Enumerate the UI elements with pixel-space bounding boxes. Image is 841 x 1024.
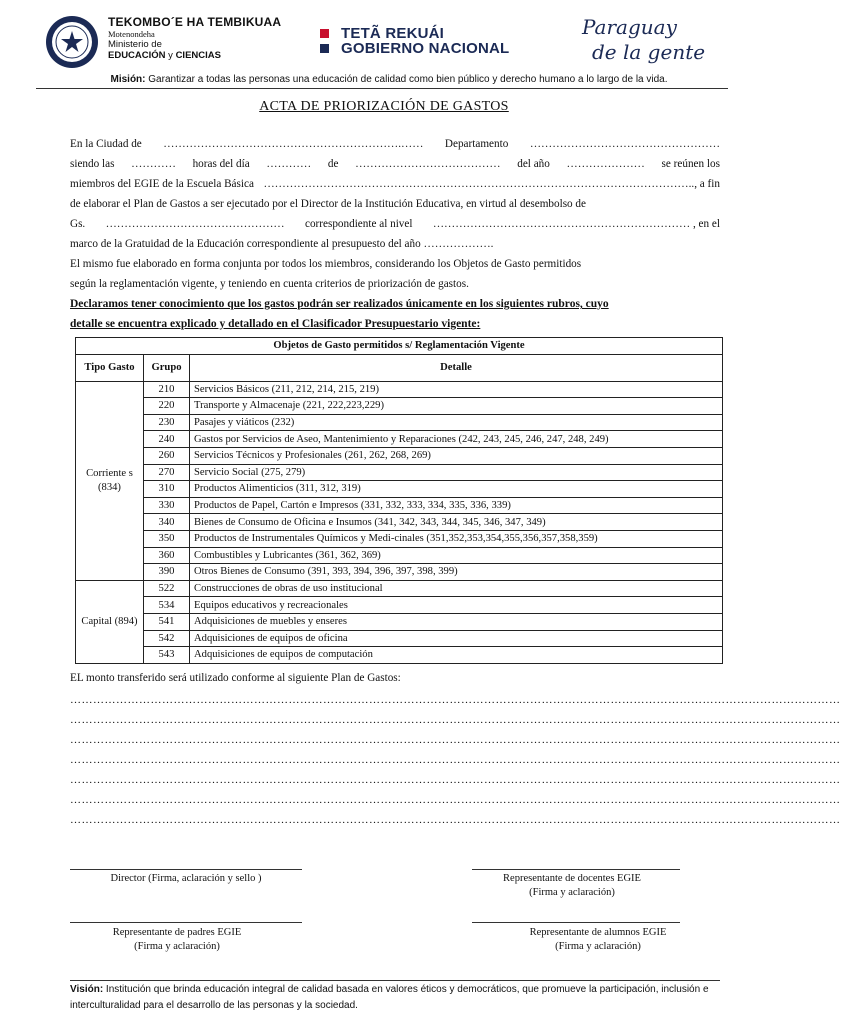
page-header	[0, 0, 768, 72]
plan-line-1[interactable]: …………………………………………………………………………………………………………………………………………………………………………………	[70, 694, 841, 706]
padres-signature-line[interactable]	[70, 922, 302, 923]
grupo-cell: 522	[144, 580, 190, 597]
detalle-cell: Gastos por Servicios de Aseo, Mantenimiento y Reparaciones (242, 243, 245, 246, 247, 248, 249)	[190, 431, 723, 448]
grupo-cell: 340	[144, 514, 190, 531]
detalle-cell: Adquisiciones de equipos de oficina	[190, 630, 723, 647]
grupo-cell: 541	[144, 613, 190, 630]
footer-divider	[70, 980, 720, 981]
vision-statement	[70, 982, 720, 1014]
government-block	[320, 26, 509, 56]
table-row	[76, 447, 723, 464]
grupo-cell: 310	[144, 481, 190, 498]
detalle-cell: Productos Alimenticios (311, 312, 319)	[190, 481, 723, 498]
detalle-cell: Construcciones de obras de uso institucional	[190, 580, 723, 597]
ministry-name-education: EDUCACIÓN	[108, 50, 166, 61]
table-row	[76, 547, 723, 564]
mission-text: Garantizar a todas las personas una educación de calidad como bien público y derecho humano a lo largo de la vida.	[145, 74, 668, 85]
detalle-cell: Servicios Técnicos y Profesionales (261, 262, 268, 269)	[190, 447, 723, 464]
grupo-cell: 210	[144, 381, 190, 398]
grupo-cell: 350	[144, 530, 190, 547]
body-line-6: marco de la Gratuidad de la Educación correspondiente al presupuesto del año ……………….	[70, 238, 494, 250]
director-signature-line[interactable]	[70, 869, 302, 870]
plan-line-6[interactable]: …………………………………………………………………………………………………………………………………………………………………………………	[70, 794, 841, 806]
table-row	[76, 564, 723, 581]
grupo-cell: 543	[144, 647, 190, 664]
table-row	[76, 514, 723, 531]
national-seal-icon	[44, 14, 100, 70]
grupo-cell: 240	[144, 431, 190, 448]
detalle-cell: Servicio Social (275, 279)	[190, 464, 723, 481]
plan-line-4[interactable]: …………………………………………………………………………………………………………………………………………………………………………………	[70, 754, 841, 766]
table-body	[76, 381, 723, 663]
declaration-line-1: Declaramos tener conocimiento que los gastos podrán ser realizados únicamente en los siguientes rubros, cuyo	[70, 298, 609, 310]
director-signature-label: Director (Firma, aclaración y sello )	[110, 873, 262, 884]
ministry-name-sciences: CIENCIAS	[175, 50, 221, 61]
table-row	[76, 580, 723, 597]
table-caption: Objetos de Gasto permitidos s/ Reglamentación Vigente	[76, 338, 723, 355]
body-line-8: según la reglamentación vigente, y teniendo en cuenta criterios de priorización de gastos.	[70, 278, 469, 290]
header-grupo: Grupo	[144, 354, 190, 381]
mission-statement	[44, 74, 734, 85]
table-row	[76, 481, 723, 498]
table-row	[76, 630, 723, 647]
vision-text: Institución que brinda educación integral de calidad basada en valores éticos y democráticos, que promueve la participación, inclusión e interculturalidad para el desarrollo de las personas y la sociedad.	[70, 984, 709, 1011]
expense-objects-table	[75, 337, 723, 664]
body-line-1: En la Ciudad de ……………………………………………………….…… Departamento ……………………………………………	[70, 138, 720, 150]
plan-line-5[interactable]: …………………………………………………………………………………………………………………………………………………………………………………	[70, 774, 841, 786]
detalle-cell: Combustibles y Lubricantes (361, 362, 369)	[190, 547, 723, 564]
detalle-cell: Productos de Papel, Cartón e Impresos (331, 332, 333, 334, 335, 336, 339)	[190, 497, 723, 514]
grupo-cell: 534	[144, 597, 190, 614]
body-line-5: Gs. ………………………………………… correspondiente al nivel …………………………………………………………… , en el	[70, 218, 720, 230]
body-line-3: miembros del EGIE de la Escuela Básica …………………………………………………………………………………………………….., a fin	[70, 178, 720, 190]
detalle-cell: Adquisiciones de muebles y enseres	[190, 613, 723, 630]
table-row	[76, 613, 723, 630]
body-line-2: siendo las ………… horas del día ………… de ………………………………… del año ………………… se reúnen los	[70, 158, 720, 170]
table-row	[76, 398, 723, 415]
table-row	[76, 381, 723, 398]
vision-label: Visión:	[70, 984, 104, 995]
plan-line-3[interactable]: …………………………………………………………………………………………………………………………………………………………………………………	[70, 734, 841, 746]
plan-line-7[interactable]: …………………………………………………………………………………………………………………………………………………………………………………	[70, 814, 841, 826]
detalle-cell: Productos de Instrumentales Químicos y Medi-cinales (351,352,353,354,355,356,357,358,359)	[190, 530, 723, 547]
padres-signature-label: Representante de padres EGIE (Firma y aclaración)	[112, 927, 242, 952]
declaration	[70, 294, 720, 334]
brand-line2: de la gente	[592, 40, 706, 64]
capital-type-cell: Capital (894)	[76, 580, 144, 663]
grupo-cell: 330	[144, 497, 190, 514]
detalle-cell: Adquisiciones de equipos de computación	[190, 647, 723, 664]
detalle-cell: Servicios Básicos (211, 212, 214, 215, 219)	[190, 381, 723, 398]
header-detalle: Detalle	[190, 354, 723, 381]
alumnos-signature-line[interactable]	[472, 922, 680, 923]
ministry-name-line2	[108, 50, 298, 61]
corriente-type-cell: Corriente s (834)	[76, 381, 144, 580]
gov-line2: GOBIERNO NACIONAL	[341, 40, 510, 57]
body-line-7: El mismo fue elaborado en forma conjunta por todos los miembros, considerando los Objetos de Gasto permitidos	[70, 258, 582, 270]
ministry-title: TEKOMBO´E HA TEMBIKUAA	[108, 15, 282, 29]
table-row	[76, 647, 723, 664]
intro-paragraph	[70, 134, 720, 294]
header-divider	[36, 88, 728, 89]
table-row	[76, 431, 723, 448]
alumnos-signature-label: Representante de alumnos EGIE (Firma y aclaración)	[529, 927, 667, 952]
table-row	[76, 530, 723, 547]
detalle-cell: Otros Bienes de Consumo (391, 393, 394, 396, 397, 398, 399)	[190, 564, 723, 581]
ministry-subtitle: Motenondeha	[108, 29, 155, 39]
grupo-cell: 360	[144, 547, 190, 564]
grupo-cell: 220	[144, 398, 190, 415]
grupo-cell: 270	[144, 464, 190, 481]
docentes-signature-label: Representante de docentes EGIE (Firma y aclaración)	[503, 873, 641, 898]
table-row	[76, 414, 723, 431]
header-tipo-gasto: Tipo Gasto	[76, 354, 144, 381]
plan-line-2[interactable]: …………………………………………………………………………………………………………………………………………………………………………………	[70, 714, 841, 726]
table-row	[76, 597, 723, 614]
plan-lead-text: EL monto transferido será utilizado conforme al siguiente Plan de Gastos:	[70, 672, 401, 684]
detalle-cell: Equipos educativos y recreacionales	[190, 597, 723, 614]
grupo-cell: 390	[144, 564, 190, 581]
grupo-cell: 230	[144, 414, 190, 431]
mission-label: Misión:	[110, 74, 146, 85]
table-row	[76, 497, 723, 514]
detalle-cell: Bienes de Consumo de Oficina e Insumos (341, 342, 343, 344, 345, 346, 347, 349)	[190, 514, 723, 531]
gov-line1: TETÃ REKUÁI	[341, 25, 445, 42]
ministry-block	[108, 16, 298, 61]
red-square-icon	[320, 29, 329, 38]
detalle-cell: Pasajes y viáticos (232)	[190, 414, 723, 431]
ministry-name-and: y	[165, 50, 176, 61]
paraguay-brand-logo	[578, 12, 708, 68]
body-line-4: de elaborar el Plan de Gastos a ser ejecutado por el Director de la Institución Educativa, en virtud al desembolso de	[70, 198, 586, 210]
declaration-line-2: detalle se encuentra explicado y detallado en el Clasificador Presupuestario vigente:	[70, 318, 481, 330]
document-title: ACTA DE PRIORIZACIÓN DE GASTOS	[259, 99, 509, 114]
brand-line1: Paraguay	[582, 15, 677, 39]
table-row	[76, 464, 723, 481]
docentes-signature-line[interactable]	[472, 869, 680, 870]
detalle-cell: Transporte y Almacenaje (221, 222,223,229)	[190, 398, 723, 415]
ministry-name-line1: Ministerio de	[108, 39, 162, 50]
grupo-cell: 542	[144, 630, 190, 647]
blue-square-icon	[320, 44, 329, 53]
grupo-cell: 260	[144, 447, 190, 464]
